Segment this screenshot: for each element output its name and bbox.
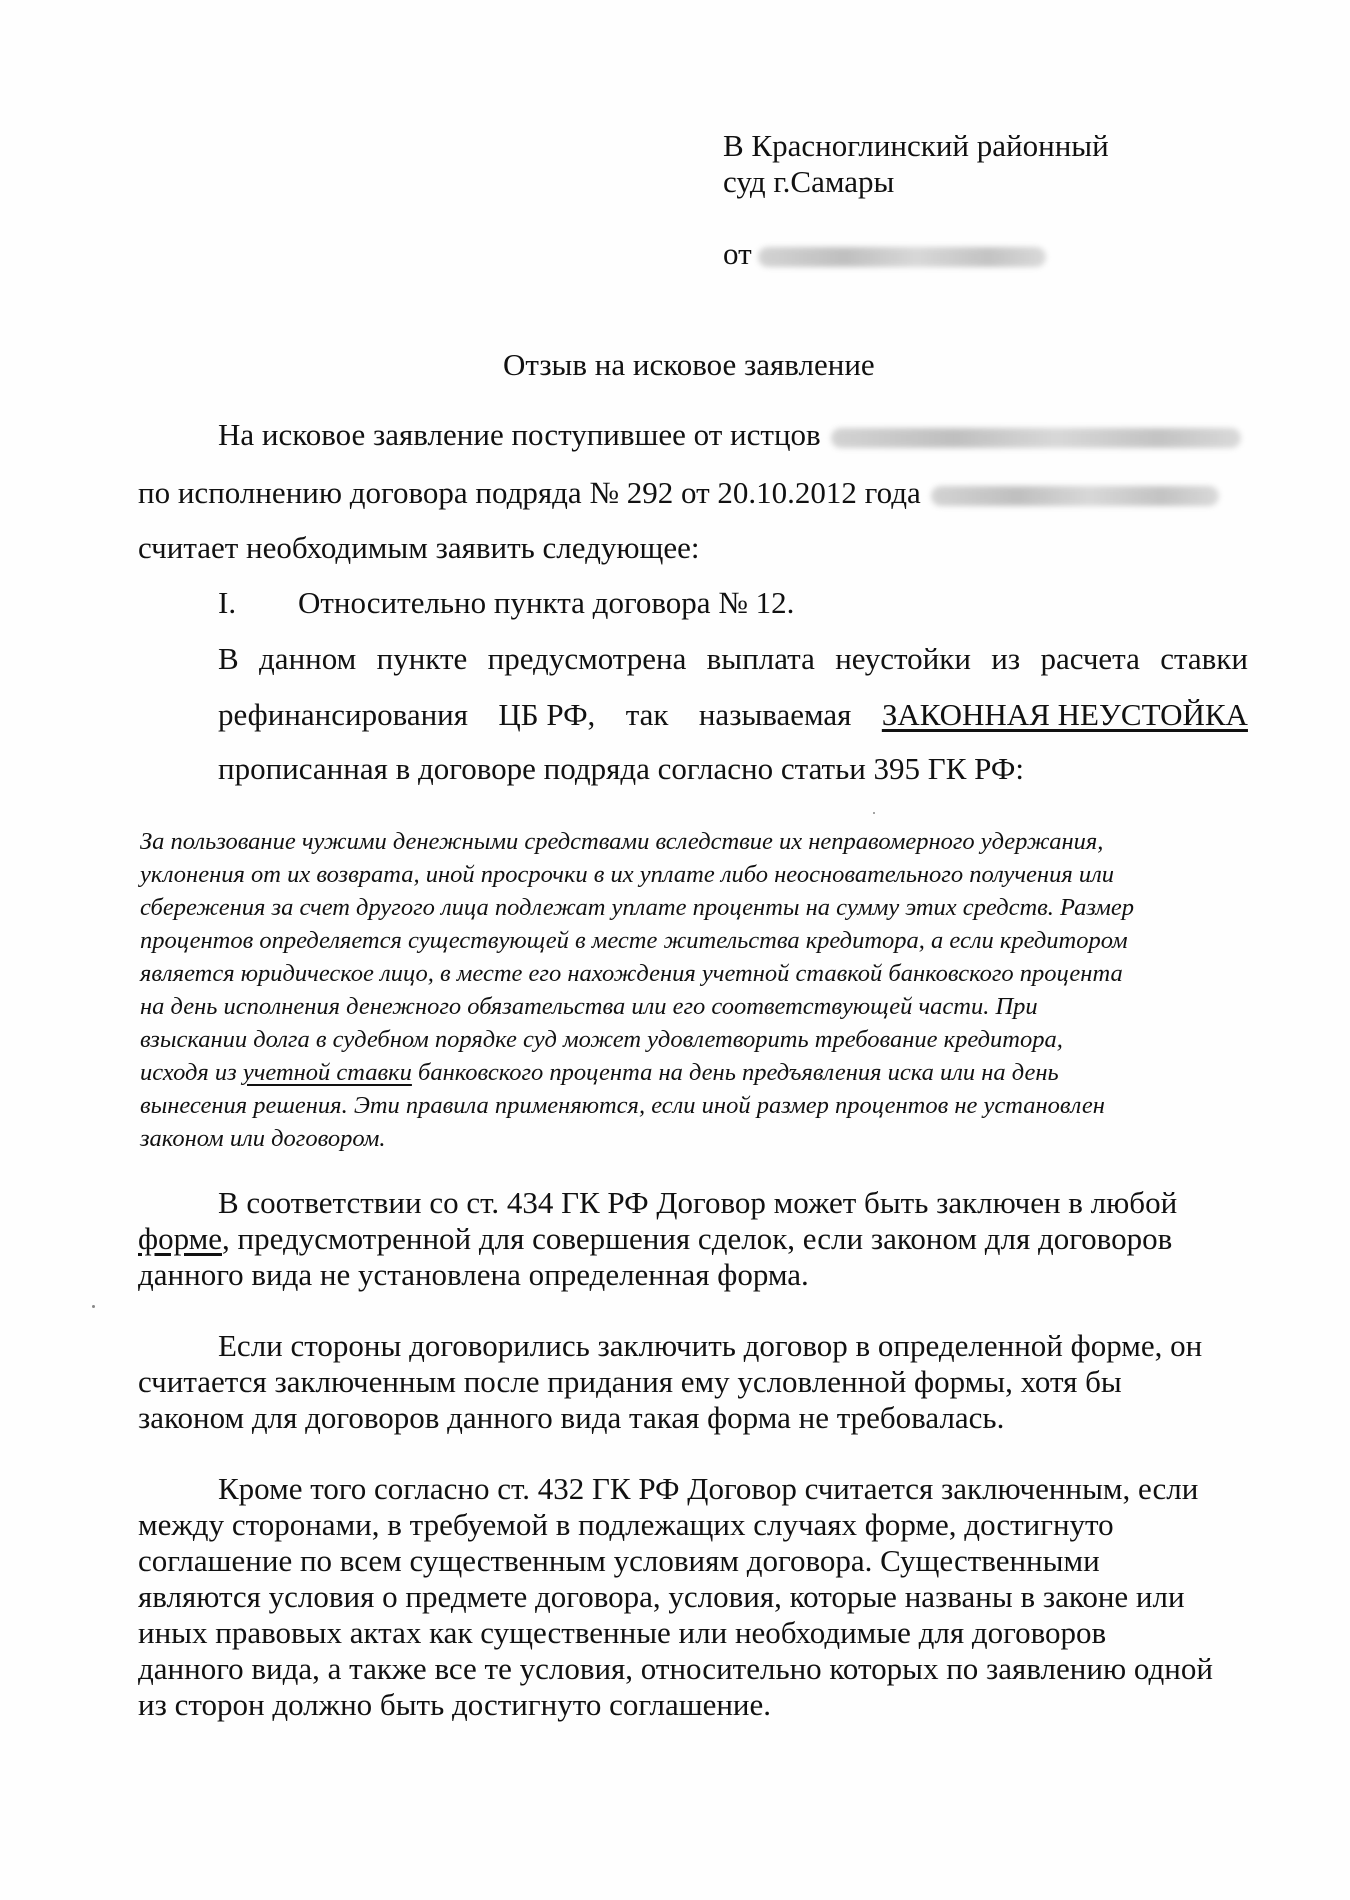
quote-line-9: вынесения решения. Эти правила применяются, если иной размер процентов не установлен [140,1092,1105,1119]
section-heading: Относительно пункта договора № 12. [298,585,795,620]
word: так [625,697,669,732]
word: ЦБ РФ, [498,697,596,732]
para3-line-3: законом для договоров данного вида такая форма не требовалась. [138,1400,1005,1435]
word: пункте [376,641,468,676]
intro-line-2 [138,475,1219,511]
discount-rate-link[interactable]: учетной ставки [242,1059,412,1086]
scan-speck [873,812,875,814]
quote-line-1: За пользование чужими денежными средствами вследствие их неправомерного удержания, [140,828,1104,855]
quote-line-6: на день исполнения денежного обязательства или его соответствующей части. При [140,993,1038,1020]
para4-line-4: являются условия о предмете договора, условия, которые названы в законе или [138,1579,1185,1614]
para1-line-1 [218,641,1248,677]
sender-label: от [723,236,752,271]
redacted-company [931,486,1219,506]
para1-line-3: прописанная в договоре подряда согласно статьи 395 ГК РФ: [218,751,1024,786]
quote-line-5: является юридическое лицо, в месте его нахождения учетной ставкой банковского процента [140,960,1123,987]
para4-line-7: из сторон должно быть достигнуто соглашение. [138,1687,772,1722]
addressee-line-2: суд г.Самары [723,164,895,199]
section-numeral: I. [218,585,237,620]
para1-line-2 [218,697,1248,733]
quote-line-7: взыскании долга в судебном порядке суд может удовлетворить требование кредитора, [140,1026,1063,1053]
word: данном [259,641,357,676]
word: В [218,641,239,676]
word: неустойки [835,641,971,676]
quote-line-10: законом или договором. [140,1125,386,1152]
quote-line-2: уклонения от их возврата, иной просрочки в их уплате либо неосновательного получения или [140,861,1115,888]
intro-line-1 [218,417,1241,453]
para4-line-3: соглашение по всем существенным условиям договора. Существенными [138,1543,1100,1578]
para4-line-6: данного вида, а также все те условия, относительно которых по заявлению одной [138,1651,1213,1686]
addressee-line-1: В Красноглинский районный [723,128,1109,163]
quote-line-4: процентов определяется существующей в месте жительства кредитора, а если кредитором [140,927,1128,954]
quote-text: банковского процента на день предъявления иска или на день [418,1059,1059,1086]
word: ставки [1160,641,1248,676]
scan-speck [92,1305,95,1308]
word: из [991,641,1021,676]
para2-line-3: данного вида не установлена определенная форма. [138,1257,809,1292]
word: называемая [698,697,852,732]
para3-line-2: считается заключенным после придания ему условленной формы, хотя бы [138,1364,1122,1399]
redacted-plaintiffs [831,428,1241,448]
word: предусмотрена [487,641,687,676]
word: рефинансирования [218,697,469,732]
quote-line-3: сбережения за счет другого лица подлежат уплате проценты на сумму этих средств. Размер [140,894,1135,921]
para2-line-1: В соответствии со ст. 434 ГК РФ Договор может быть заключен в любой [218,1185,1178,1220]
redacted-sender [758,247,1046,267]
word: расчета [1040,641,1140,676]
sender-line [723,236,1046,272]
intro-line-3: считает необходимым заявить следующее: [138,530,700,565]
quote-line-8 [140,1059,1059,1087]
para4-line-5: иных правовых актах как существенные или необходимые для договоров [138,1615,1107,1650]
para2-text: , предусмотренной для совершения сделок, если законом для договоров [222,1221,1173,1256]
page-title: Отзыв на исковое заявление [503,347,875,382]
quote-text: исходя из [140,1059,237,1086]
form-link[interactable]: форме [138,1221,222,1256]
intro-text-1: На исковое заявление поступившее от истцов [218,417,821,452]
intro-text-2: по исполнению договора подряда № 292 от 20.10.2012 года [138,475,921,510]
para2-line-2 [138,1221,1172,1257]
para4-line-1: Кроме того согласно ст. 432 ГК РФ Договор считается заключенным, если [218,1471,1199,1506]
word: выплата [706,641,815,676]
para3-line-1: Если стороны договорились заключить договор в определенной форме, он [218,1328,1203,1363]
statutory-penalty-emphasis: ЗАКОННАЯ НЕУСТОЙКА [881,697,1248,732]
para4-line-2: между сторонами, в требуемой в подлежащих случаях форме, достигнуто [138,1507,1114,1542]
